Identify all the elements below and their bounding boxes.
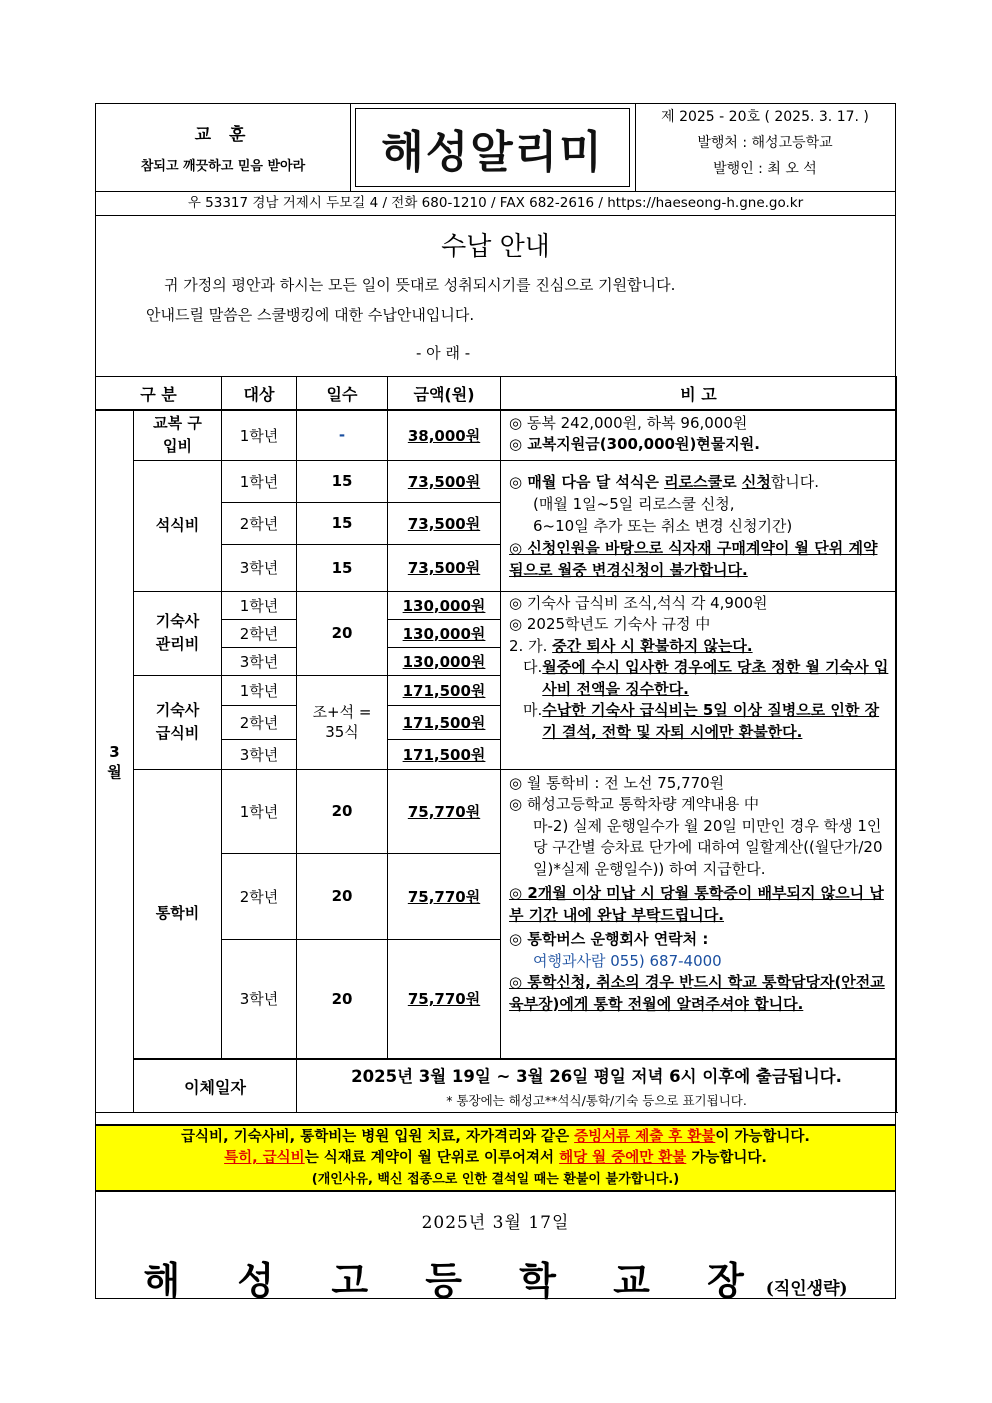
principal-signature xyxy=(96,1250,895,1305)
amount-cell: 130,000원 xyxy=(388,591,501,619)
header-amount: 금액(원) xyxy=(388,377,501,411)
school-address: 우 53317 경남 거제시 두모길 4 / 전화 680-1210 / FAX 682-2616 / https://haeseong-h.gne.go.kr xyxy=(96,191,895,216)
notice-line xyxy=(96,1148,895,1169)
notice-line: (개인사유, 백신 접종으로 인한 결석일 때는 환불이 불가합니다.) xyxy=(311,1172,680,1187)
table-row xyxy=(96,591,897,619)
note-line xyxy=(509,657,890,700)
category-bus: 통학비 xyxy=(134,769,222,1059)
days-cell: - xyxy=(297,410,388,460)
note-text: 로 xyxy=(722,472,742,491)
page-title: 수납 안내 xyxy=(441,232,550,262)
days-cell: 15 xyxy=(297,460,388,502)
grade-cell: 2학년 xyxy=(222,853,297,939)
amount-cell: 171,500원 xyxy=(388,705,501,739)
days-cell: 20 xyxy=(297,853,388,939)
motto-title: 교 훈 xyxy=(194,125,252,145)
issuer: 발행인 : 최 오 석 xyxy=(713,161,817,177)
intro-line-1: 귀 가정의 평안과 하시는 모든 일이 뜻대로 성취되시기를 진심으로 기원합니다. xyxy=(164,276,676,294)
amount-cell: 75,770원 xyxy=(388,853,501,939)
payment-note: * 통장에는 해성고**석식/통학/기숙 등으로 표기됩니다. xyxy=(446,1093,747,1108)
note-line: ◎ 월 통학비 : 전 노선 75,770원 xyxy=(509,773,725,792)
amount-cell: 73,500원 xyxy=(388,544,501,591)
amount-cell: 73,500원 xyxy=(388,502,501,544)
days-cell: 20 xyxy=(297,939,388,1059)
note-line: ◎ 신청인원을 바탕으로 식자재 구매계약이 월 단위 계약됨으로 월중 변경신청이 불가합니다. xyxy=(509,538,878,579)
notice-line xyxy=(96,1127,895,1148)
note-line: (매월 1일~5일 리로스쿨 신청, xyxy=(533,494,735,513)
notice-text: 이 가능합니다. xyxy=(715,1129,810,1145)
table-row xyxy=(96,410,897,460)
category-uniform: 교복 구입비 xyxy=(134,410,222,460)
issue-number: 제 2025 - 20호 ( 2025. 3. 17. ) xyxy=(661,109,869,125)
days-cell: 15 xyxy=(297,502,388,544)
amount-cell: 130,000원 xyxy=(388,647,501,675)
note-line: ◎ 기숙사 급식비 조식,석식 각 4,900원 xyxy=(509,593,768,612)
note-text: 신청 xyxy=(741,472,771,491)
meal-note xyxy=(501,460,897,591)
notice-text: 는 식재료 계약이 월 단위로 이루어져서 xyxy=(304,1150,560,1166)
note-line: ◎ 통학신청, 취소의 경우 반드시 학교 통학담당자(안전교육부장)에게 통학 전월에 알려주셔야 합니다. xyxy=(509,973,885,1013)
table-row xyxy=(96,460,897,502)
note-line: 6~10일 추가 또는 취소 변경 신청기간) xyxy=(533,516,793,535)
header-category: 구 분 xyxy=(96,377,222,411)
grade-cell: 3학년 xyxy=(222,939,297,1059)
amount-cell: 171,500원 xyxy=(388,739,501,769)
table-header-row xyxy=(96,377,897,411)
amount-cell: 171,500원 xyxy=(388,675,501,705)
note-line: ◎ 해성고등학교 통학차량 계약내용 中 xyxy=(509,795,760,813)
section-marker: - 아 래 - xyxy=(416,344,471,362)
amount-cell: 38,000원 xyxy=(388,410,501,460)
note-text: 월중에 수시 입사한 경우에도 당초 정한 월 기숙사 입사비 전액을 징수한다. xyxy=(542,658,889,698)
note-line: ◎ 동복 242,000원, 하복 96,000원 xyxy=(509,414,748,432)
publisher: 발행처 : 해성고등학교 xyxy=(697,135,833,151)
grade-cell: 2학년 xyxy=(222,705,297,739)
days-cell: 20 xyxy=(297,591,388,675)
note-line xyxy=(509,471,890,493)
note-text: 중간 퇴사 시 환불하지 않는다. xyxy=(552,636,753,655)
month-text: 3월 xyxy=(107,742,122,781)
issue-date: 2025년 3월 17일 xyxy=(421,1213,570,1233)
grade-cell: 2학년 xyxy=(222,619,297,647)
note-line: 마-2) 실제 운행일수가 월 20일 미만인 경우 학생 1인당 구간별 승차료 단가에 대하여 일할계산((월단가/20일)*실제 운행일수)) 하여 지급한다. xyxy=(533,816,883,878)
category-meal: 석식비 xyxy=(134,460,222,591)
notice-document xyxy=(95,103,896,1303)
note-text: 수납한 기숙사 급식비는 5일 이상 질병으로 인한 장기 결석, 전학 및 자퇴 시에만 환불한다. xyxy=(542,701,880,741)
bus-note xyxy=(501,769,897,1059)
notice-highlight: 해당 월 중에만 환불 xyxy=(559,1150,687,1166)
grade-cell: 3학년 xyxy=(222,544,297,591)
notice-text: 가능합니다. xyxy=(686,1150,767,1166)
note-line: ◎ 2개월 이상 미납 시 당월 통학증이 배부되지 않으니 납부 기간 내에 완납 부탁드립니다. xyxy=(509,884,884,924)
amount-cell: 75,770원 xyxy=(388,939,501,1059)
newsletter-title: 해성알리미 xyxy=(355,108,630,187)
note-line: ◎ 2025학년도 기숙사 규정 中 xyxy=(509,615,711,633)
header-days: 일수 xyxy=(297,377,388,411)
days-cell: 15 xyxy=(297,544,388,591)
note-text: 합니다. xyxy=(770,472,820,491)
header-target: 대상 xyxy=(222,377,297,411)
payment-info xyxy=(297,1059,897,1113)
refund-notice xyxy=(96,1124,895,1192)
note-line xyxy=(509,700,890,743)
table-row xyxy=(96,769,897,853)
grade-cell: 2학년 xyxy=(222,502,297,544)
note-text: 2. 가. xyxy=(509,636,553,655)
signature-text: 해 성 고 등 학 교 장 xyxy=(143,1258,766,1303)
grade-cell: 1학년 xyxy=(222,410,297,460)
category-dorm-mgmt: 기숙사 관리비 xyxy=(134,591,222,675)
school-motto xyxy=(96,104,351,191)
category-dorm-meal: 기숙사 급식비 xyxy=(134,675,222,769)
grade-cell: 1학년 xyxy=(222,769,297,853)
contact-line: 여행과사람 055) 687-4000 xyxy=(533,951,722,970)
intro-line-2: 안내드릴 말씀은 스쿨뱅킹에 대한 수납안내입니다. xyxy=(146,306,475,324)
note-line: ◎ 교복지원금(300,000원)현물지원. xyxy=(509,435,760,453)
note-text: 마. xyxy=(523,701,543,719)
notice-text: 급식비, 기숙사비, 통학비는 병원 입원 치료, 자가격리와 같은 xyxy=(181,1129,575,1145)
amount-cell: 73,500원 xyxy=(388,460,501,502)
month-label xyxy=(96,410,134,1113)
amount-cell: 130,000원 xyxy=(388,619,501,647)
dorm-note xyxy=(501,591,897,769)
notice-highlight: 증빙서류 제출 후 환불 xyxy=(574,1129,716,1145)
seal-note: (직인생략) xyxy=(765,1279,848,1299)
newsletter-banner xyxy=(350,104,636,191)
note-line xyxy=(509,636,890,658)
note-text: ◎ 매월 다음 달 석식은 xyxy=(509,472,665,491)
payment-row xyxy=(96,1059,897,1113)
notice-highlight: 특히, 급식비 xyxy=(224,1150,305,1166)
issue-info xyxy=(635,104,895,191)
days-cell: 20 xyxy=(297,769,388,853)
note-text: 리로스쿨 xyxy=(664,472,723,491)
grade-cell: 1학년 xyxy=(222,460,297,502)
grade-cell: 1학년 xyxy=(222,675,297,705)
fee-table xyxy=(95,376,897,1113)
motto-text: 참되고 깨끗하고 믿음 받아라 xyxy=(140,159,306,174)
note-text: 다. xyxy=(523,658,543,676)
uniform-note xyxy=(501,410,897,460)
amount-cell: 75,770원 xyxy=(388,769,501,853)
header-remarks: 비 고 xyxy=(501,377,897,411)
days-cell: 조+석 = 35식 xyxy=(297,675,388,769)
grade-cell: 1학년 xyxy=(222,591,297,619)
note-line: ◎ 통학버스 운행회사 연락처 : xyxy=(509,930,709,948)
payment-label: 이체일자 xyxy=(134,1059,297,1113)
grade-cell: 3학년 xyxy=(222,739,297,769)
letterhead xyxy=(96,104,895,192)
grade-cell: 3학년 xyxy=(222,647,297,675)
payment-date: 2025년 3월 19일 ~ 3월 26일 평일 저녁 6시 이후에 출금됩니다. xyxy=(351,1067,842,1086)
